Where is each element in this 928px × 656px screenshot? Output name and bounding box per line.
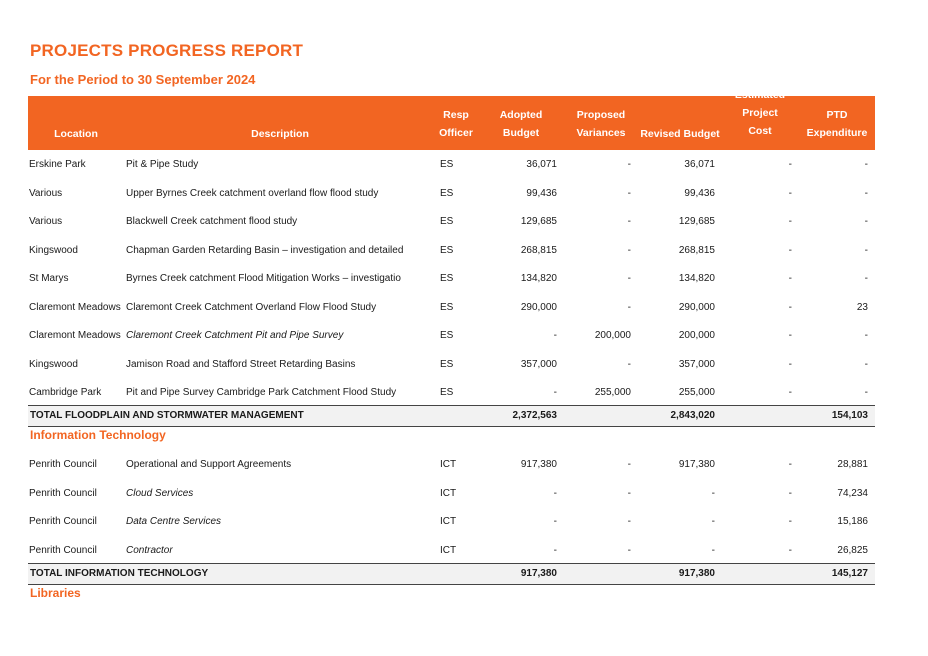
row-ptd-expenditure: - <box>864 159 868 170</box>
col-proposed-variances-line1: Proposed <box>576 109 626 121</box>
row-description: Operational and Support Agreements <box>126 459 292 470</box>
row-adopted-budget: - <box>553 516 557 527</box>
col-estimated-line2: Project <box>742 107 778 119</box>
row-officer: ES <box>440 273 454 284</box>
row-location: Kingswood <box>29 244 78 256</box>
row-officer: ES <box>440 244 454 256</box>
row-ptd-expenditure: 23 <box>856 301 868 313</box>
row-estimated-cost: - <box>788 273 792 284</box>
row-proposed-variances: - <box>627 301 631 313</box>
row-description: Claremont Creek Catchment Overland Flow Flood Study <box>126 301 377 313</box>
col-resp-officer-line1: Resp <box>443 109 469 121</box>
row-proposed-variances: - <box>627 459 631 470</box>
row-officer: ICT <box>440 487 457 499</box>
row-revised-budget: 134,820 <box>678 273 715 284</box>
floodplain-total-label: TOTAL FLOODPLAIN AND STORMWATER MANAGEMENT <box>30 410 304 421</box>
table-row <box>28 151 875 179</box>
table-row <box>28 265 875 293</box>
table-row <box>28 294 875 322</box>
row-proposed-variances: - <box>627 544 631 556</box>
row-adopted-budget: - <box>553 330 557 341</box>
col-resp-officer <box>433 106 479 142</box>
col-estimated-line3: Cost <box>748 125 772 137</box>
row-officer: ICT <box>440 516 457 527</box>
row-ptd-expenditure: 15,186 <box>837 516 868 527</box>
col-estimated-project-cost <box>728 86 792 140</box>
row-description: Jamison Road and Stafford Street Retarding Basins <box>126 358 356 370</box>
row-revised-budget: 36,071 <box>684 159 715 170</box>
row-revised-budget: 129,685 <box>678 216 715 227</box>
row-location: Penrith Council <box>29 459 97 470</box>
row-officer: ICT <box>440 544 457 556</box>
row-revised-budget: - <box>711 516 715 527</box>
row-adopted-budget: 917,380 <box>520 459 557 470</box>
row-description: Pit and Pipe Survey Cambridge Park Catchment Flood Study <box>126 387 397 398</box>
row-description: Chapman Garden Retarding Basin – investigation and detailed <box>126 244 404 256</box>
row-adopted-budget: - <box>553 487 557 499</box>
row-revised-budget: 290,000 <box>678 301 715 313</box>
col-proposed-variances <box>568 106 634 142</box>
row-ptd-expenditure: - <box>864 358 868 370</box>
row-revised-budget: 917,380 <box>678 459 715 470</box>
table-row <box>28 480 875 508</box>
row-ptd-expenditure: - <box>864 330 868 341</box>
row-adopted-budget: 268,815 <box>520 244 557 256</box>
row-location: Claremont Meadows <box>29 301 121 313</box>
row-description: Contractor <box>126 544 173 556</box>
row-proposed-variances: - <box>627 159 631 170</box>
row-estimated-cost: - <box>788 330 792 341</box>
row-revised-budget: 99,436 <box>684 187 715 199</box>
row-location: Various <box>29 216 63 227</box>
table-row <box>28 379 875 407</box>
table-row <box>28 180 875 208</box>
row-estimated-cost: - <box>788 459 792 470</box>
report-period: For the Period to 30 September 2024 <box>30 72 256 87</box>
row-officer: ES <box>440 358 454 370</box>
row-ptd-expenditure: - <box>864 216 868 227</box>
row-estimated-cost: - <box>788 516 792 527</box>
row-description: Claremont Creek Catchment Pit and Pipe Survey <box>126 330 344 341</box>
row-location: Various <box>29 187 63 199</box>
row-location: Penrith Council <box>29 516 97 527</box>
col-location: Location <box>54 128 98 140</box>
it-total-adopted: 917,380 <box>520 568 557 579</box>
row-proposed-variances: - <box>627 487 631 499</box>
row-ptd-expenditure: 74,234 <box>837 487 868 499</box>
row-proposed-variances: - <box>627 187 631 199</box>
row-adopted-budget: 357,000 <box>520 358 557 370</box>
col-adopted-budget <box>488 106 554 142</box>
row-proposed-variances: - <box>627 358 631 370</box>
table-row <box>28 208 875 236</box>
row-location: St Marys <box>29 273 69 284</box>
row-proposed-variances: - <box>627 216 631 227</box>
row-ptd-expenditure: - <box>864 273 868 284</box>
floodplain-total-ptd: 154,103 <box>831 410 868 421</box>
col-proposed-variances-line2: Variances <box>576 127 626 139</box>
col-adopted-budget-line2: Budget <box>502 127 540 139</box>
row-description: Cloud Services <box>126 487 194 499</box>
row-description: Data Centre Services <box>126 516 222 527</box>
row-adopted-budget: 129,685 <box>520 216 557 227</box>
row-location: Erskine Park <box>29 159 86 170</box>
row-estimated-cost: - <box>788 159 792 170</box>
row-proposed-variances: 255,000 <box>594 387 631 398</box>
floodplain-total-revised: 2,843,020 <box>670 410 715 421</box>
row-description: Byrnes Creek catchment Flood Mitigation Works – investigatio <box>126 273 401 284</box>
table-row <box>28 322 875 350</box>
it-total-revised: 917,380 <box>678 568 715 579</box>
row-description: Pit & Pipe Study <box>126 159 199 170</box>
row-proposed-variances: - <box>627 244 631 256</box>
row-revised-budget: - <box>711 487 715 499</box>
table-row <box>28 351 875 379</box>
row-estimated-cost: - <box>788 301 792 313</box>
row-ptd-expenditure: - <box>864 387 868 398</box>
row-adopted-budget: 99,436 <box>526 187 557 199</box>
row-estimated-cost: - <box>788 187 792 199</box>
col-ptd-line2: Expenditure <box>806 127 868 139</box>
col-adopted-budget-line1: Adopted <box>499 109 543 121</box>
row-location: Kingswood <box>29 358 78 370</box>
row-description: Blackwell Creek catchment flood study <box>126 216 298 227</box>
row-estimated-cost: - <box>788 387 792 398</box>
row-revised-budget: 200,000 <box>678 330 715 341</box>
row-estimated-cost: - <box>788 358 792 370</box>
row-officer: ES <box>440 159 454 170</box>
col-ptd-line1: PTD <box>826 109 848 121</box>
col-revised-budget: Revised Budget <box>640 128 720 140</box>
row-description: Upper Byrnes Creek catchment overland flow flood study <box>126 187 379 199</box>
row-revised-budget: 357,000 <box>678 358 715 370</box>
floodplain-total-row <box>28 405 875 427</box>
report-title: PROJECTS PROGRESS REPORT <box>30 41 304 60</box>
row-adopted-budget: 36,071 <box>526 159 557 170</box>
row-adopted-budget: 290,000 <box>520 301 557 313</box>
table-row <box>28 537 875 565</box>
col-resp-officer-line2: Officer <box>439 127 473 139</box>
row-officer: ES <box>440 330 454 341</box>
row-adopted-budget: 134,820 <box>520 273 557 284</box>
it-total-ptd: 145,127 <box>831 568 868 579</box>
table-row <box>28 508 875 536</box>
row-estimated-cost: - <box>788 544 792 556</box>
row-proposed-variances: - <box>627 273 631 284</box>
row-location: Penrith Council <box>29 487 97 499</box>
floodplain-total-adopted: 2,372,563 <box>512 410 557 421</box>
it-total-label: TOTAL INFORMATION TECHNOLOGY <box>30 568 209 579</box>
section-heading-information-technology: Information Technology <box>30 428 166 442</box>
row-officer: ICT <box>440 459 457 470</box>
row-revised-budget: 255,000 <box>678 387 715 398</box>
row-ptd-expenditure: 28,881 <box>837 459 868 470</box>
col-ptd-expenditure <box>804 106 870 142</box>
table-row <box>28 451 875 479</box>
table-row <box>28 237 875 265</box>
row-proposed-variances: 200,000 <box>594 330 631 341</box>
row-officer: ES <box>440 187 454 199</box>
row-officer: ES <box>440 216 454 227</box>
col-estimated-line1: Estimated <box>734 89 786 101</box>
table-header <box>28 89 875 150</box>
row-location: Penrith Council <box>29 544 97 556</box>
row-estimated-cost: - <box>788 216 792 227</box>
row-ptd-expenditure: - <box>864 244 868 256</box>
row-ptd-expenditure: - <box>864 187 868 199</box>
row-adopted-budget: - <box>553 387 557 398</box>
row-revised-budget: - <box>711 544 715 556</box>
col-description: Description <box>251 128 309 140</box>
row-estimated-cost: - <box>788 244 792 256</box>
row-officer: ES <box>440 301 454 313</box>
row-officer: ES <box>440 387 454 398</box>
row-proposed-variances: - <box>627 516 631 527</box>
row-ptd-expenditure: 26,825 <box>837 544 868 556</box>
row-adopted-budget: - <box>553 544 557 556</box>
row-revised-budget: 268,815 <box>678 244 715 256</box>
row-estimated-cost: - <box>788 487 792 499</box>
row-location: Cambridge Park <box>29 387 102 398</box>
it-total-row <box>28 563 875 585</box>
section-heading-libraries: Libraries <box>30 586 81 600</box>
row-location: Claremont Meadows <box>29 330 121 341</box>
